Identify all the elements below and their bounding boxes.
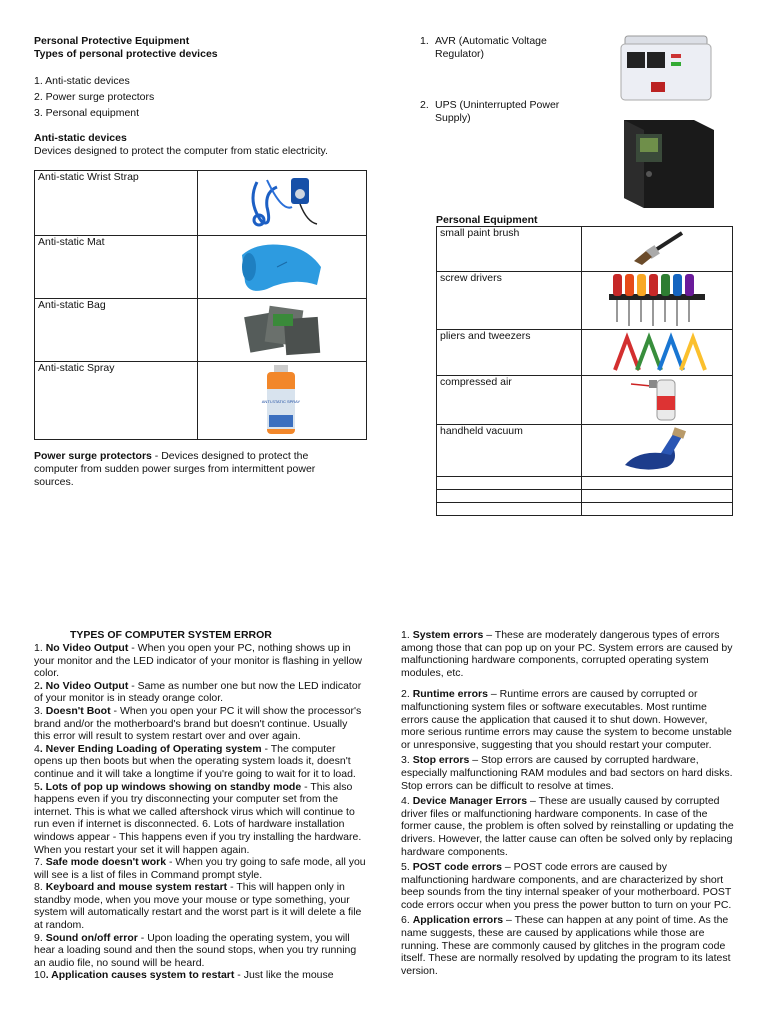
list-item bbox=[34, 642, 366, 680]
table-cell-label bbox=[35, 299, 198, 362]
item-number: 3. bbox=[401, 754, 413, 767]
item-term: . Never Ending Loading of Operating system bbox=[39, 742, 262, 755]
item-term: Keyboard and mouse system restart bbox=[45, 881, 228, 894]
avr-number: 1. bbox=[420, 35, 429, 47]
table-cell-label bbox=[437, 227, 582, 272]
avr-item bbox=[420, 35, 580, 61]
ups-item bbox=[420, 99, 580, 125]
table-cell-label bbox=[35, 171, 198, 236]
item-text: – These are moderately dangerous types of errors among those that can pop up on your PC. System errors are caused by malfunctioning hardware components, corrupted operating system modules, etc. bbox=[401, 629, 733, 679]
errors-heading: TYPES OF COMPUTER SYSTEM ERROR bbox=[70, 629, 272, 641]
item-text: - This will happen only in standby mode, when you move your mouse or type something, your system will automatically restart and the worst part is it will delete a file at random. bbox=[34, 881, 362, 932]
table-cell-empty bbox=[437, 477, 582, 490]
paint-brush-label: small paint brush bbox=[440, 227, 520, 239]
table-cell-image bbox=[198, 362, 367, 440]
antistatic-table bbox=[34, 170, 367, 440]
spray-label: Anti-static Spray bbox=[38, 362, 115, 374]
item-number: 4. bbox=[401, 795, 413, 808]
antistatic-spray-image bbox=[257, 363, 307, 437]
table-cell-label bbox=[35, 362, 198, 440]
compressed-air-image bbox=[627, 376, 687, 422]
personal-heading: Personal Equipment bbox=[436, 214, 538, 226]
list-item bbox=[34, 881, 366, 931]
pliers-label: pliers and tweezers bbox=[440, 330, 531, 342]
ppe-list-item: 2. Power surge protectors bbox=[34, 91, 155, 104]
table-cell-empty bbox=[582, 503, 733, 516]
item-term: Stop errors bbox=[412, 754, 470, 767]
table-cell-label bbox=[35, 236, 198, 299]
table-cell-label bbox=[437, 272, 582, 330]
antistatic-mat-image bbox=[237, 237, 327, 297]
item-text: - When you try going to safe mode, all you will see is a list of files in Command prompt style. bbox=[34, 856, 366, 881]
antistatic-description: Devices designed to protect the computer from static electricity. bbox=[34, 145, 328, 158]
item-number: 1. bbox=[401, 629, 413, 641]
avr-image bbox=[617, 34, 717, 104]
surge-paragraph bbox=[34, 450, 344, 489]
item-number: 3. bbox=[34, 704, 46, 717]
item-term: Application errors bbox=[412, 914, 504, 927]
list-item bbox=[401, 754, 734, 792]
item-text: – These are usually caused by corrupted driver files or malfunctioning hardware components. In case of the former cause, the problem is often solved by reinstalling or updating the drivers. However, the latter cause can often be solved only by replacing hardware components. bbox=[401, 795, 734, 858]
surge-description: - Devices designed to protect the computer from sudden power surges from intermittent power sources. bbox=[34, 450, 316, 489]
table-cell-empty bbox=[582, 477, 733, 490]
compressed-air-label: compressed air bbox=[440, 376, 512, 388]
mat-label: Anti-static Mat bbox=[38, 236, 105, 248]
pliers-image bbox=[607, 330, 707, 374]
item-term: Runtime errors bbox=[412, 688, 488, 701]
item-number: 7. bbox=[34, 856, 46, 869]
item-text: – POST code errors are caused by malfunctioning hardware components, and are characterized by short beep sounds from the tiny internal speaker of your motherboard. POST code errors occur when you press the power button to turn on your PC. bbox=[401, 861, 732, 911]
item-term: Doesn't Boot bbox=[45, 704, 111, 717]
list-item bbox=[401, 688, 734, 751]
item-text: – Runtime errors are caused by corrupted or malfunctioning system files or software executables. Most runtime errors cause the application that caused it to shut down. However, more serious runtime errors may cause the system to become unstable or unresponsive, suggesting that you should restart your computer. bbox=[401, 688, 732, 751]
item-number: 1. bbox=[34, 642, 46, 654]
bag-label: Anti-static Bag bbox=[38, 299, 106, 311]
ups-label: UPS (Uninterrupted Power Supply) bbox=[435, 99, 560, 125]
table-cell-image bbox=[582, 330, 733, 376]
screw-drivers-image bbox=[607, 272, 707, 328]
table-cell-label bbox=[437, 330, 582, 376]
ppe-section bbox=[34, 35, 374, 158]
antistatic-heading: Anti-static devices bbox=[34, 132, 127, 145]
item-term: Device Manager Errors bbox=[412, 795, 528, 808]
table-cell-image bbox=[582, 376, 733, 425]
table-cell-image bbox=[582, 272, 733, 330]
item-text: - When you open your PC, nothing shows up in your monitor and the LED indicator of your monitor is flashing in yellow color. bbox=[34, 642, 362, 680]
table-cell-label bbox=[437, 376, 582, 425]
list-item bbox=[34, 856, 366, 881]
item-number: 2 bbox=[34, 679, 40, 692]
item-number: 4 bbox=[34, 742, 40, 755]
list-item bbox=[401, 861, 734, 911]
table-cell-empty bbox=[582, 490, 733, 503]
page-subtitle: Types of personal protective devices bbox=[34, 48, 218, 61]
errors-right-column bbox=[401, 629, 734, 977]
item-text: – These can happen at any point of time. As the name suggests, these are caused by applications while those are running. These are commonly caused by glitches in the program code itself. These are normally resolved by updating the program to its latest version. bbox=[401, 914, 731, 977]
table-cell-image bbox=[582, 227, 733, 272]
item-text: - Just like the mouse bbox=[234, 969, 334, 982]
item-text: - This also happens even if you try disconnecting your computer set from the internet. This is what we called aftershock virus which will continue to run even if internet is disconnected. 6. Lots of hardware installation windows appear - This happens even if you try installing the hardware. When you restart your set it will happen again. bbox=[34, 780, 362, 856]
item-term: Sound on/off error bbox=[45, 931, 138, 944]
item-number: 9. bbox=[34, 931, 46, 944]
paint-brush-image bbox=[622, 227, 692, 269]
table-cell-label bbox=[437, 425, 582, 477]
item-term: Safe mode doesn't work bbox=[45, 856, 167, 869]
item-number: 6. bbox=[401, 914, 413, 927]
item-number: 8. bbox=[34, 881, 46, 894]
handheld-vacuum-image bbox=[617, 425, 697, 475]
item-term: . No Video Output bbox=[39, 679, 129, 692]
table-cell-image bbox=[198, 299, 367, 362]
table-cell-empty bbox=[437, 490, 582, 503]
page-title: Personal Protective Equipment bbox=[34, 35, 190, 47]
handheld-vacuum-label: handheld vacuum bbox=[440, 425, 523, 437]
ppe-list-item: 3. Personal equipment bbox=[34, 107, 140, 120]
item-number: 10 bbox=[34, 969, 46, 982]
list-item bbox=[34, 781, 366, 857]
wrist-strap-label: Anti-static Wrist Strap bbox=[38, 171, 139, 183]
avr-label: AVR (Automatic Voltage Regulator) bbox=[435, 35, 547, 61]
list-item bbox=[401, 629, 734, 679]
table-cell-empty bbox=[437, 503, 582, 516]
item-term: POST code errors bbox=[412, 861, 502, 874]
table-cell-image bbox=[198, 236, 367, 299]
personal-table bbox=[436, 226, 733, 516]
item-term: System errors bbox=[412, 629, 484, 641]
item-text: - The computer opens up then boots but when the operating system loads it, doesn't continue and it will take a longtime if you're going to wait for it to load. bbox=[34, 742, 356, 780]
item-number: 2. bbox=[401, 688, 413, 701]
ups-number: 2. bbox=[420, 99, 429, 111]
item-term: No Video Output bbox=[45, 642, 129, 654]
errors-left-column bbox=[34, 642, 366, 982]
item-number: 5. bbox=[401, 861, 413, 874]
item-term: . Application causes system to restart bbox=[45, 969, 235, 982]
table-cell-image bbox=[198, 171, 367, 236]
item-text: – Stop errors are caused by corrupted hardware, especially malfunctioning RAM modules and bad sectors on hard disks. Stop errors can be difficult to resolve at times. bbox=[401, 754, 733, 792]
list-item bbox=[34, 705, 366, 743]
list-item bbox=[34, 932, 366, 970]
ppe-list-item: 1. Anti-static devices bbox=[34, 75, 130, 88]
wrist-strap-image bbox=[237, 172, 327, 232]
item-text: - When you open your PC it will show the processor's brand and/or the motherboard's brand but doesn't continue. Usually this error will result to system restart over and over again. bbox=[34, 704, 362, 743]
item-term: . Lots of pop up windows showing on standby mode bbox=[39, 780, 302, 793]
item-text: - Same as number one but now the LED indicator of your monitor is in steady orange color. bbox=[34, 679, 362, 705]
ups-image bbox=[612, 116, 718, 212]
item-number: 5 bbox=[34, 780, 40, 793]
table-cell-image bbox=[582, 425, 733, 477]
list-item bbox=[401, 914, 734, 977]
list-item bbox=[34, 743, 366, 781]
list-item bbox=[34, 680, 366, 705]
spray-can-text: ANTI-STATIC SPRAY bbox=[261, 399, 301, 404]
screw-drivers-label: screw drivers bbox=[440, 272, 502, 284]
surge-term: Power surge protectors bbox=[34, 450, 152, 462]
item-text: - Upon loading the operating system, you will hear a loading sound and then the sound stops, when you try running an audio file, no sound will be heard. bbox=[34, 931, 357, 969]
list-item bbox=[401, 795, 734, 858]
list-item bbox=[34, 969, 366, 982]
antistatic-bag-image bbox=[237, 300, 327, 360]
